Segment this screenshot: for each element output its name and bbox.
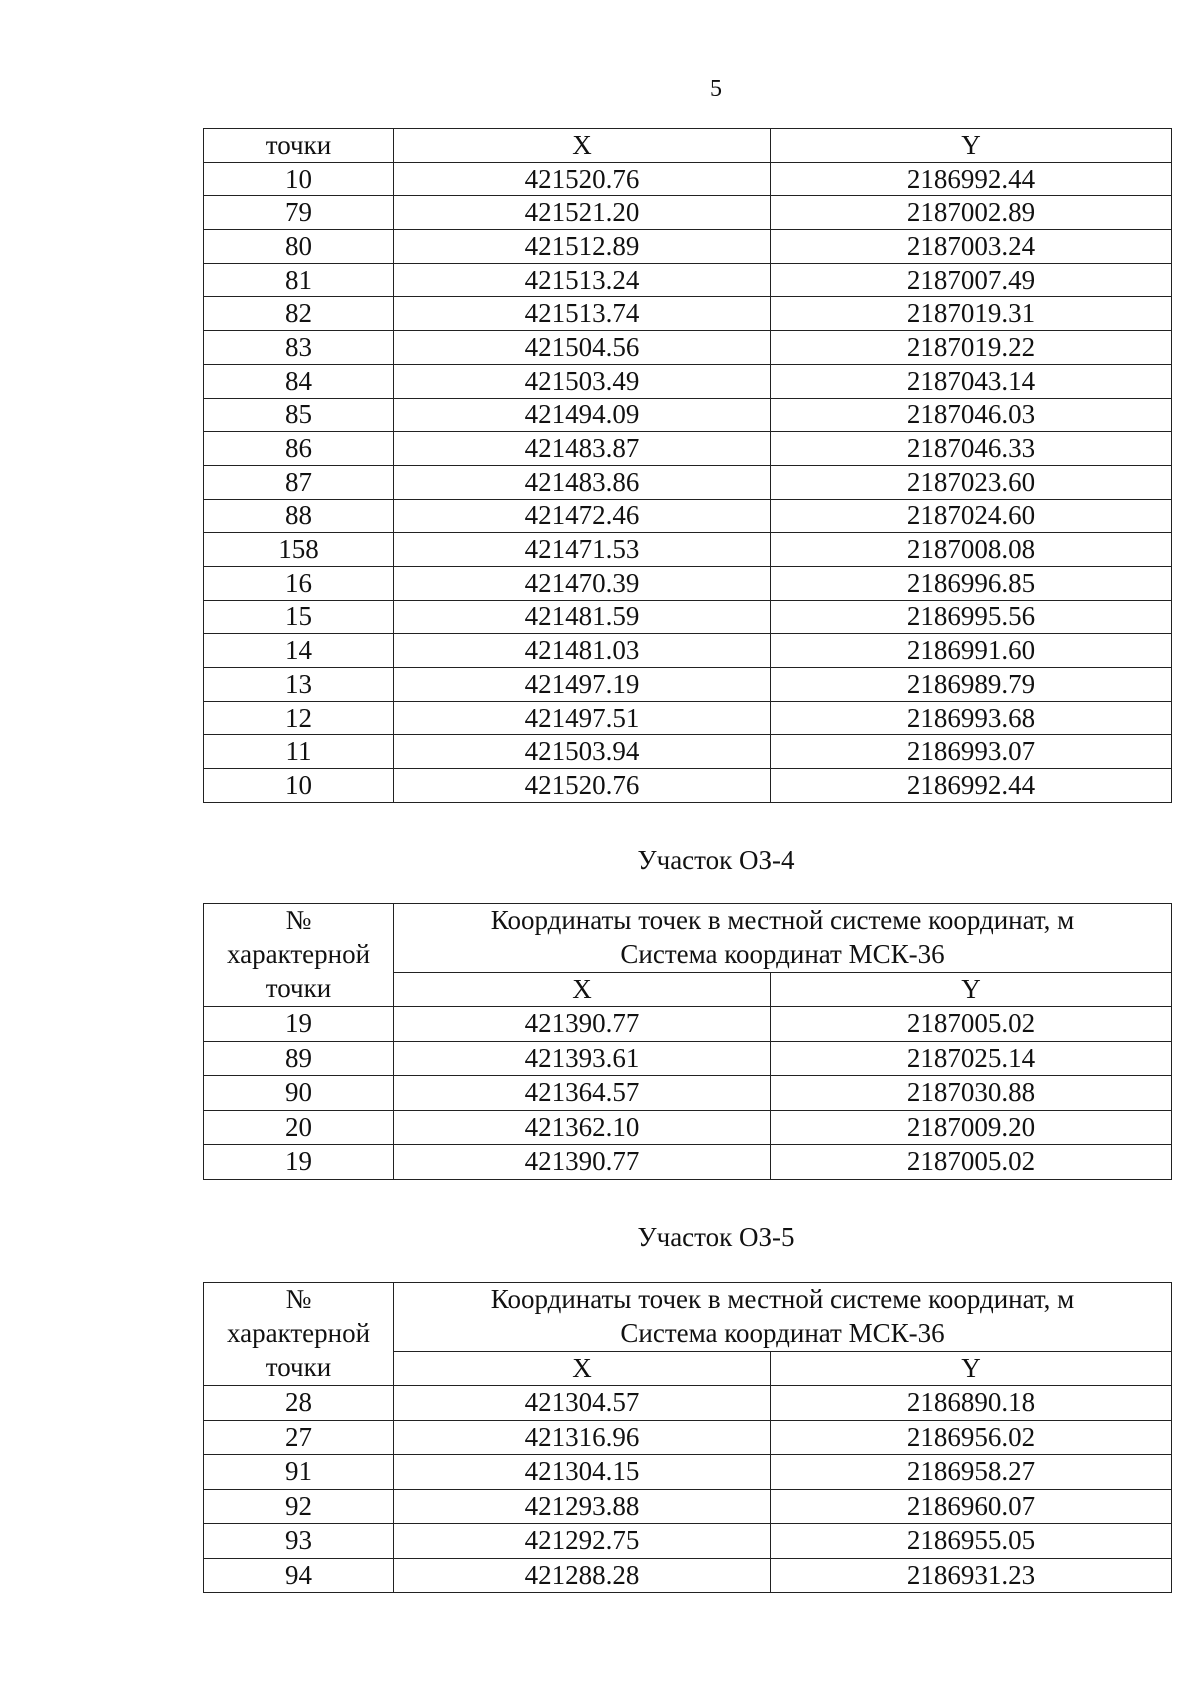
header-y: Y (771, 1351, 1172, 1386)
x-coordinate-cell: 421390.77 (394, 1145, 771, 1180)
table-row (204, 1110, 1172, 1145)
x-coordinate-cell: 421512.89 (394, 230, 771, 264)
y-coordinate-cell: 2186996.85 (771, 566, 1172, 600)
header-x: X (394, 972, 771, 1007)
table-row (204, 701, 1172, 735)
point-number-cell: 12 (204, 701, 394, 735)
header-point: точки (204, 129, 394, 163)
header-coords-line: Координаты точек в местной системе координат, м (490, 905, 1075, 935)
point-number-cell: 85 (204, 398, 394, 432)
point-number-cell: 10 (204, 769, 394, 803)
point-number-cell: 91 (204, 1455, 394, 1490)
coordinates-table-oz4 (203, 903, 1172, 1180)
point-number-cell: 87 (204, 465, 394, 499)
point-number-cell: 27 (204, 1420, 394, 1455)
y-coordinate-cell: 2187025.14 (771, 1041, 1172, 1076)
x-coordinate-cell: 421520.76 (394, 162, 771, 196)
table-row (204, 1041, 1172, 1076)
y-coordinate-cell: 2187023.60 (771, 465, 1172, 499)
y-coordinate-cell: 2187046.03 (771, 398, 1172, 432)
x-coordinate-cell: 421362.10 (394, 1110, 771, 1145)
table-row (204, 398, 1172, 432)
point-number-cell: 16 (204, 566, 394, 600)
coordinates-table-continued (203, 128, 1172, 803)
header-point-number (204, 904, 394, 1007)
x-coordinate-cell: 421393.61 (394, 1041, 771, 1076)
point-number-cell: 83 (204, 331, 394, 365)
table-row (204, 566, 1172, 600)
table-row (204, 364, 1172, 398)
x-coordinate-cell: 421390.77 (394, 1007, 771, 1042)
point-number-cell: 81 (204, 263, 394, 297)
x-coordinate-cell: 421504.56 (394, 331, 771, 365)
header-point-number (204, 1283, 394, 1386)
x-coordinate-cell: 421520.76 (394, 769, 771, 803)
x-coordinate-cell: 421316.96 (394, 1420, 771, 1455)
header-coordinates (394, 904, 1172, 973)
x-coordinate-cell: 421521.20 (394, 196, 771, 230)
y-coordinate-cell: 2186955.05 (771, 1524, 1172, 1559)
x-coordinate-cell: 421304.57 (394, 1386, 771, 1421)
y-coordinate-cell: 2186992.44 (771, 769, 1172, 803)
table-row (204, 1558, 1172, 1593)
table-row (204, 1489, 1172, 1524)
x-coordinate-cell: 421471.53 (394, 533, 771, 567)
x-coordinate-cell: 421503.94 (394, 735, 771, 769)
x-coordinate-cell: 421481.03 (394, 634, 771, 668)
table-row (204, 634, 1172, 668)
y-coordinate-cell: 2186992.44 (771, 162, 1172, 196)
table-row (204, 1007, 1172, 1042)
point-number-cell: 80 (204, 230, 394, 264)
x-coordinate-cell: 421304.15 (394, 1455, 771, 1490)
y-coordinate-cell: 2186993.68 (771, 701, 1172, 735)
x-coordinate-cell: 421503.49 (394, 364, 771, 398)
table-row (204, 465, 1172, 499)
y-coordinate-cell: 2187009.20 (771, 1110, 1172, 1145)
table-row (204, 1455, 1172, 1490)
point-number-cell: 88 (204, 499, 394, 533)
table-row (204, 331, 1172, 365)
header-coords-line: Система координат МСК-36 (620, 1317, 945, 1348)
point-number-cell: 86 (204, 432, 394, 466)
point-number-cell: 11 (204, 735, 394, 769)
y-coordinate-cell: 2187005.02 (771, 1145, 1172, 1180)
x-coordinate-cell: 421472.46 (394, 499, 771, 533)
x-coordinate-cell: 421483.86 (394, 465, 771, 499)
table-row (204, 162, 1172, 196)
y-coordinate-cell: 2186956.02 (771, 1420, 1172, 1455)
y-coordinate-cell: 2186931.23 (771, 1558, 1172, 1593)
header-point-line: точки (265, 972, 332, 1003)
x-coordinate-cell: 421293.88 (394, 1489, 771, 1524)
table-header-row (204, 904, 1172, 973)
point-number-cell: 93 (204, 1524, 394, 1559)
y-coordinate-cell: 2187002.89 (771, 196, 1172, 230)
x-coordinate-cell: 421364.57 (394, 1076, 771, 1111)
header-point-line: № (285, 905, 312, 936)
header-point-line: характерной (226, 1318, 371, 1349)
point-number-cell: 19 (204, 1145, 394, 1180)
point-number-cell: 10 (204, 162, 394, 196)
y-coordinate-cell: 2187005.02 (771, 1007, 1172, 1042)
header-y: Y (771, 129, 1172, 163)
table-row (204, 499, 1172, 533)
x-coordinate-cell: 421513.74 (394, 297, 771, 331)
table-row (204, 1145, 1172, 1180)
table-row (204, 1076, 1172, 1111)
y-coordinate-cell: 2187007.49 (771, 263, 1172, 297)
x-coordinate-cell: 421288.28 (394, 1558, 771, 1593)
x-coordinate-cell: 421470.39 (394, 566, 771, 600)
point-number-cell: 15 (204, 600, 394, 634)
header-coords-line: Координаты точек в местной системе координат, м (490, 1284, 1075, 1314)
x-coordinate-cell: 421292.75 (394, 1524, 771, 1559)
point-number-cell: 14 (204, 634, 394, 668)
x-coordinate-cell: 421481.59 (394, 600, 771, 634)
section-title-oz4: Участок ОЗ-4 (637, 845, 795, 875)
header-point-line: характерной (226, 939, 371, 970)
section-title-oz5: Участок ОЗ-5 (637, 1222, 795, 1252)
point-number-cell: 79 (204, 196, 394, 230)
y-coordinate-cell: 2186995.56 (771, 600, 1172, 634)
x-coordinate-cell: 421497.19 (394, 668, 771, 702)
x-coordinate-cell: 421497.51 (394, 701, 771, 735)
y-coordinate-cell: 2187008.08 (771, 533, 1172, 567)
header-x: X (394, 129, 771, 163)
y-coordinate-cell: 2187024.60 (771, 499, 1172, 533)
x-coordinate-cell: 421494.09 (394, 398, 771, 432)
header-x: X (394, 1351, 771, 1386)
point-number-cell: 84 (204, 364, 394, 398)
header-coordinates (394, 1283, 1172, 1352)
point-number-cell: 20 (204, 1110, 394, 1145)
y-coordinate-cell: 2187046.33 (771, 432, 1172, 466)
table-row (204, 735, 1172, 769)
point-number-cell: 19 (204, 1007, 394, 1042)
table-row (204, 533, 1172, 567)
header-y: Y (771, 972, 1172, 1007)
table-row (204, 1524, 1172, 1559)
y-coordinate-cell: 2187003.24 (771, 230, 1172, 264)
y-coordinate-cell: 2187019.31 (771, 297, 1172, 331)
y-coordinate-cell: 2187019.22 (771, 331, 1172, 365)
point-number-cell: 90 (204, 1076, 394, 1111)
y-coordinate-cell: 2186991.60 (771, 634, 1172, 668)
table-row (204, 769, 1172, 803)
coordinates-table-oz5 (203, 1282, 1172, 1593)
table-row (204, 297, 1172, 331)
point-number-cell: 82 (204, 297, 394, 331)
table-row (204, 668, 1172, 702)
point-number-cell: 28 (204, 1386, 394, 1421)
header-point-line: точки (265, 1351, 332, 1382)
table-row (204, 196, 1172, 230)
table-header-row (204, 129, 1172, 163)
point-number-cell: 92 (204, 1489, 394, 1524)
table-row (204, 263, 1172, 297)
page-number: 5 (710, 76, 722, 102)
header-coords-line: Система координат МСК-36 (620, 938, 945, 969)
point-number-cell: 13 (204, 668, 394, 702)
x-coordinate-cell: 421513.24 (394, 263, 771, 297)
y-coordinate-cell: 2186958.27 (771, 1455, 1172, 1490)
table-row (204, 1420, 1172, 1455)
table-row (204, 600, 1172, 634)
x-coordinate-cell: 421483.87 (394, 432, 771, 466)
y-coordinate-cell: 2186993.07 (771, 735, 1172, 769)
table-row (204, 1386, 1172, 1421)
header-point-line: № (285, 1284, 312, 1315)
y-coordinate-cell: 2187030.88 (771, 1076, 1172, 1111)
point-number-cell: 158 (204, 533, 394, 567)
point-number-cell: 89 (204, 1041, 394, 1076)
y-coordinate-cell: 2187043.14 (771, 364, 1172, 398)
table-header-row (204, 1283, 1172, 1352)
point-number-cell: 94 (204, 1558, 394, 1593)
y-coordinate-cell: 2186890.18 (771, 1386, 1172, 1421)
table-row (204, 230, 1172, 264)
y-coordinate-cell: 2186989.79 (771, 668, 1172, 702)
y-coordinate-cell: 2186960.07 (771, 1489, 1172, 1524)
table-row (204, 432, 1172, 466)
